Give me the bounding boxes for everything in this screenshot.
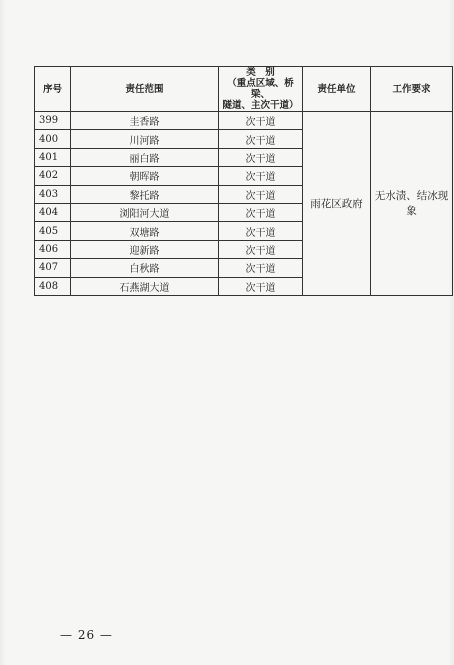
responsibility-table	[34, 66, 453, 296]
row-seq: 407	[35, 259, 71, 277]
responsible-unit: 雨花区政府	[303, 112, 371, 296]
row-scope: 丽白路	[71, 148, 219, 166]
table-header-row	[35, 67, 453, 112]
row-seq: 405	[35, 222, 71, 240]
row-type: 次干道	[219, 112, 303, 130]
header-type-line1: 类 别	[246, 67, 275, 78]
header-seq: 序号	[35, 67, 71, 112]
row-type: 次干道	[219, 203, 303, 221]
row-type: 次干道	[219, 222, 303, 240]
row-scope: 迎新路	[71, 240, 219, 258]
header-requirement: 工作要求	[371, 67, 453, 112]
row-seq: 399	[35, 112, 71, 130]
work-requirement: 无水渍、结冰现象	[371, 112, 453, 296]
row-scope: 黎托路	[71, 185, 219, 203]
page-number: — 26 —	[60, 628, 113, 642]
row-type: 次干道	[219, 240, 303, 258]
header-type-line3: 隧道、主次干道）	[222, 100, 299, 111]
row-type: 次干道	[219, 148, 303, 166]
row-type: 次干道	[219, 185, 303, 203]
row-type: 次干道	[219, 277, 303, 295]
table-row	[35, 112, 453, 130]
row-scope: 朝晖路	[71, 167, 219, 185]
row-seq: 402	[35, 167, 71, 185]
row-seq: 401	[35, 148, 71, 166]
row-seq: 403	[35, 185, 71, 203]
row-scope: 川河路	[71, 130, 219, 148]
row-scope: 浏阳河大道	[71, 203, 219, 221]
row-seq: 406	[35, 240, 71, 258]
row-seq: 400	[35, 130, 71, 148]
row-type: 次干道	[219, 167, 303, 185]
row-scope: 石燕湖大道	[71, 277, 219, 295]
row-type: 次干道	[219, 259, 303, 277]
row-scope: 圭香路	[71, 112, 219, 130]
row-seq: 404	[35, 203, 71, 221]
row-seq: 408	[35, 277, 71, 295]
header-scope: 责任范围	[71, 67, 219, 112]
header-type-line2: （重点区域、桥梁、	[227, 78, 294, 100]
header-type	[219, 67, 303, 112]
row-scope: 白秋路	[71, 259, 219, 277]
header-unit: 责任单位	[303, 67, 371, 112]
row-scope: 双塘路	[71, 222, 219, 240]
row-type: 次干道	[219, 130, 303, 148]
